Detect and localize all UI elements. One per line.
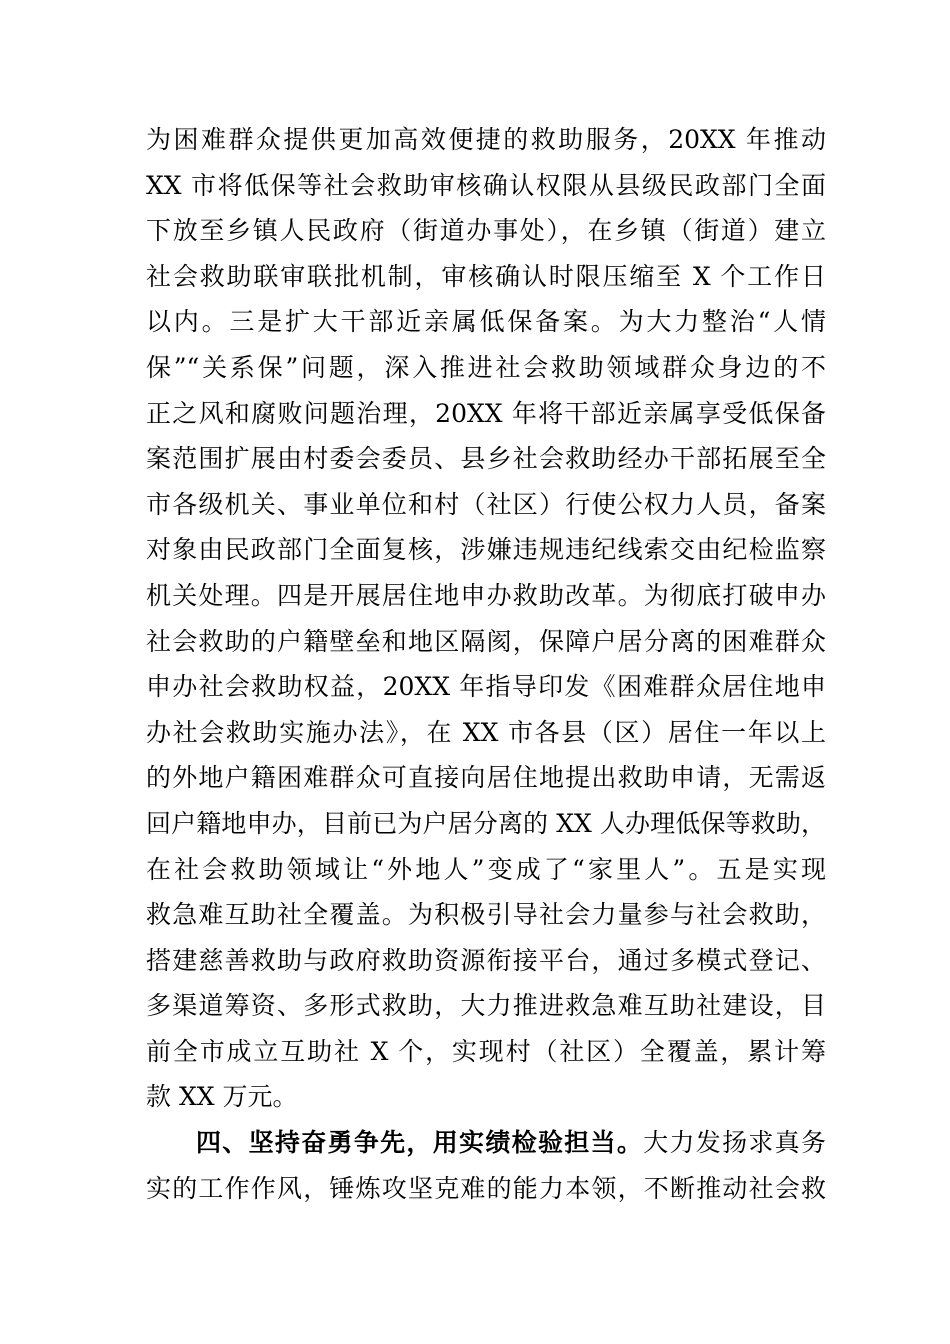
paragraph-2 (146, 1120, 826, 1211)
text-line: 多渠道筹资、多形式救助，大力推进救急难互助社建设，目 (146, 991, 826, 1021)
heading-line-rest: 大力发扬求真务 (643, 1128, 826, 1158)
text-line: 市各级机关、事业单位和村（社区）行使公权力人员，备案 (146, 489, 826, 519)
text-line: 机关处理。四是开展居住地申办救助改革。为彻底打破申办 (146, 580, 826, 610)
text-line: 以内。三是扩大干部近亲属低保备案。为大力整治“人情 (146, 307, 826, 337)
text-line: 款 XX 万元。 (146, 1082, 298, 1112)
text-line: 下放至乡镇人民政府（街道办事处），在乡镇（街道）建立 (146, 216, 826, 246)
text-line: 社会救助联审联批机制，审核确认时限压缩至 X 个工作日 (146, 261, 826, 291)
heading-line (146, 1120, 826, 1166)
body-text (146, 117, 826, 1211)
section-heading: 四、坚持奋勇争先，用实绩检验担当。 (196, 1128, 644, 1158)
text-line: 案范围扩展由村委会委员、县乡社会救助经办干部拓展至全 (146, 444, 826, 474)
text-line: 在社会救助领域让“外地人”变成了“家里人”。五是实现 (146, 854, 826, 884)
text-line: 搭建慈善救助与政府救助资源衔接平台，通过多模式登记、 (146, 945, 826, 975)
text-line: 前全市成立互助社 X 个，实现村（社区）全覆盖，累计筹 (146, 1036, 826, 1066)
text-line: 回户籍地申办，目前已为户居分离的 XX 人办理低保等救助， (146, 808, 826, 838)
paragraph-1 (146, 117, 826, 1120)
text-line: 实的工作作风，锤炼攻坚克难的能力本领，不断推动社会救 (146, 1173, 826, 1203)
text-line: 对象由民政部门全面复核，涉嫌违规违纪线索交由纪检监察 (146, 535, 826, 565)
text-line: 申办社会救助权益，20XX 年指导印发《困难群众居住地申 (146, 672, 826, 702)
text-line: 正之风和腐败问题治理，20XX 年将干部近亲属享受低保备 (146, 398, 826, 428)
text-line: 为困难群众提供更加高效便捷的救助服务，20XX 年推动 (146, 125, 826, 154)
text-line: 救急难互助社全覆盖。为积极引导社会力量参与社会救助， (146, 900, 826, 930)
text-line: 保”“关系保”问题，深入推进社会救助领域群众身边的不 (146, 352, 826, 382)
text-line: 办社会救助实施办法》，在 XX 市各县（区）居住一年以上 (146, 717, 826, 747)
text-line: 社会救助的户籍壁垒和地区隔阂，保障户居分离的困难群众 (146, 626, 826, 656)
text-line: XX 市将低保等社会救助审核确认权限从县级民政部门全面 (146, 170, 826, 200)
text-line: 的外地户籍困难群众可直接向居住地提出救助申请，无需返 (146, 763, 826, 793)
